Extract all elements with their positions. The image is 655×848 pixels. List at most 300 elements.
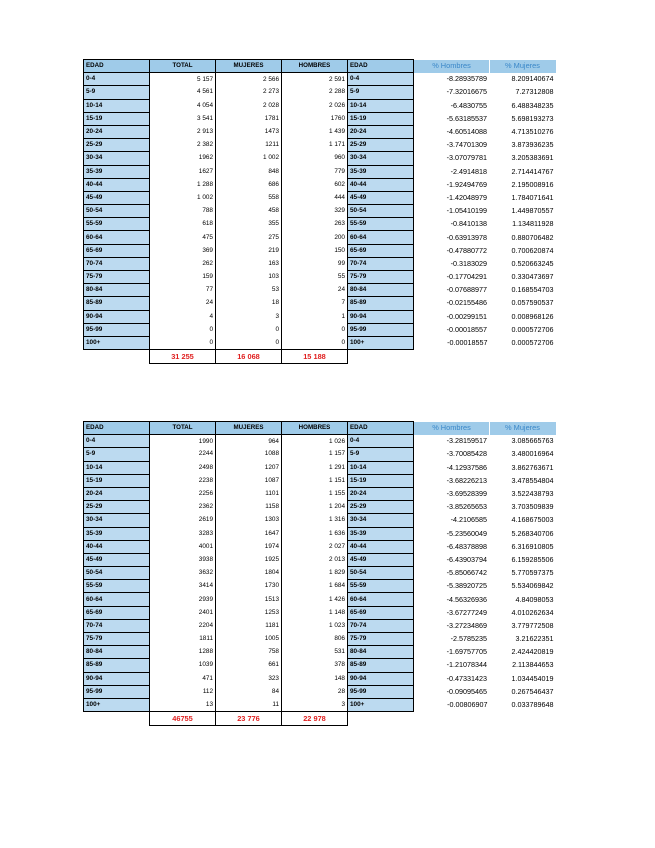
header-mujeres: MUJERES bbox=[216, 60, 282, 73]
table-row bbox=[84, 619, 556, 632]
age-cell: 30-34 bbox=[84, 514, 150, 527]
total-cell: 1627 bbox=[150, 165, 216, 178]
pct-hombres-cell: -1.69757705 bbox=[446, 647, 487, 657]
pct-mujeres-cell: 1.784071641 bbox=[511, 192, 554, 202]
age-cell: 45-49 bbox=[84, 553, 150, 566]
pct-hombres-cell: -0.00299151 bbox=[446, 311, 487, 321]
pct-hombres-cell: -4.56326936 bbox=[446, 594, 487, 604]
mujeres-cell: 2 273 bbox=[216, 86, 282, 99]
total-cell: 3938 bbox=[150, 553, 216, 566]
pct-hombres-cell: -3.74701309 bbox=[446, 140, 487, 150]
header-hombres: HOMBRES bbox=[282, 60, 348, 73]
age-cell-2: 15-19 bbox=[348, 112, 414, 125]
mujeres-cell: 458 bbox=[216, 205, 282, 218]
hombres-cell: 200 bbox=[282, 231, 348, 244]
pct-mujeres-cell: 0.008968126 bbox=[511, 311, 554, 321]
total-cell: 2244 bbox=[150, 448, 216, 461]
pct-hombres-cell: -0.47880772 bbox=[446, 245, 487, 255]
table-row bbox=[84, 698, 556, 711]
pct-mujeres-cell: 4.010262634 bbox=[511, 607, 554, 617]
totals-row bbox=[84, 712, 556, 726]
mujeres-cell: 964 bbox=[216, 435, 282, 448]
table-row bbox=[84, 580, 556, 593]
hombres-cell: 2 288 bbox=[282, 86, 348, 99]
table-row bbox=[84, 257, 556, 270]
hombres-cell: 2 026 bbox=[282, 99, 348, 112]
pct-hombres-cell: -1.21078344 bbox=[446, 660, 487, 670]
hombres-cell: 28 bbox=[282, 685, 348, 698]
pct-mujeres-cell: 7.27312808 bbox=[515, 87, 554, 97]
age-cell-2: 90-94 bbox=[348, 672, 414, 685]
age-cell-2: 0-4 bbox=[348, 435, 414, 448]
age-cell-2: 30-34 bbox=[348, 152, 414, 165]
table-row bbox=[84, 297, 556, 310]
mujeres-cell: 11 bbox=[216, 698, 282, 711]
age-cell: 50-54 bbox=[84, 205, 150, 218]
table-row bbox=[84, 448, 556, 461]
table-row bbox=[84, 606, 556, 619]
mujeres-cell: 53 bbox=[216, 284, 282, 297]
header-edad-2: EDAD bbox=[348, 60, 414, 73]
age-cell-2: 50-54 bbox=[348, 205, 414, 218]
table-row bbox=[84, 178, 556, 191]
age-cell: 15-19 bbox=[84, 474, 150, 487]
total-cell: 4 bbox=[150, 310, 216, 323]
population-table-2 bbox=[83, 421, 556, 726]
age-cell-2: 95-99 bbox=[348, 323, 414, 336]
pct-mujeres-cell: 2.113844653 bbox=[512, 660, 554, 670]
hombres-cell: 24 bbox=[282, 284, 348, 297]
age-cell: 25-29 bbox=[84, 139, 150, 152]
pct-mujeres-cell: 3.205383691 bbox=[511, 153, 554, 163]
hombres-cell: 2 013 bbox=[282, 553, 348, 566]
pct-mujeres-cell: 3.703509839 bbox=[511, 502, 554, 512]
hombres-cell: 806 bbox=[282, 633, 348, 646]
table-row bbox=[84, 461, 556, 474]
pct-mujeres-cell: 0.880706482 bbox=[511, 232, 554, 242]
table-row bbox=[84, 336, 556, 349]
hombres-cell: 1 204 bbox=[282, 501, 348, 514]
age-cell: 40-44 bbox=[84, 540, 150, 553]
total-sum: 31 255 bbox=[150, 350, 216, 364]
pct-mujeres-cell: 0.033789648 bbox=[511, 700, 554, 710]
age-cell-2: 20-24 bbox=[348, 487, 414, 500]
mujeres-cell: 0 bbox=[216, 323, 282, 336]
pct-mujeres-cell: 3.480016964 bbox=[511, 449, 554, 459]
total-cell: 1962 bbox=[150, 152, 216, 165]
pct-hombres-cell: -7.32016675 bbox=[446, 87, 487, 97]
pct-mujeres-cell: 6.159285506 bbox=[511, 554, 554, 564]
pct-mujeres-cell: 4.713510276 bbox=[511, 127, 554, 137]
age-cell-2: 0-4 bbox=[348, 73, 414, 86]
mujeres-cell: 1473 bbox=[216, 125, 282, 138]
age-cell-2: 45-49 bbox=[348, 553, 414, 566]
table-row bbox=[84, 271, 556, 284]
table-row bbox=[84, 191, 556, 204]
pct-hombres-cell: -4.60514088 bbox=[446, 127, 487, 137]
table-row bbox=[84, 553, 556, 566]
age-cell: 75-79 bbox=[84, 633, 150, 646]
age-cell: 50-54 bbox=[84, 567, 150, 580]
mujeres-cell: 1804 bbox=[216, 567, 282, 580]
pct-hombres-cell: -0.63913978 bbox=[446, 232, 487, 242]
mujeres-cell: 1211 bbox=[216, 139, 282, 152]
pct-mujeres-cell: 5.268340706 bbox=[511, 528, 554, 538]
mujeres-cell: 661 bbox=[216, 659, 282, 672]
hombres-cell: 7 bbox=[282, 297, 348, 310]
table-row bbox=[84, 112, 556, 125]
table-row bbox=[84, 99, 556, 112]
age-cell: 70-74 bbox=[84, 619, 150, 632]
age-cell-2: 55-59 bbox=[348, 580, 414, 593]
hombres-cell: 1 171 bbox=[282, 139, 348, 152]
total-cell: 2498 bbox=[150, 461, 216, 474]
age-cell: 55-59 bbox=[84, 218, 150, 231]
hombres-cell: 960 bbox=[282, 152, 348, 165]
pct-hombres-cell: -2.5785235 bbox=[450, 634, 487, 644]
mujeres-cell: 1781 bbox=[216, 112, 282, 125]
pct-hombres-cell: -3.68226213 bbox=[446, 475, 487, 485]
mujeres-cell: 1181 bbox=[216, 619, 282, 632]
age-cell: 65-69 bbox=[84, 606, 150, 619]
mujeres-cell: 3 bbox=[216, 310, 282, 323]
pct-hombres-cell: -0.8410138 bbox=[450, 219, 487, 229]
hombres-cell: 531 bbox=[282, 646, 348, 659]
total-cell: 1811 bbox=[150, 633, 216, 646]
pct-mujeres-cell: 0.267546437 bbox=[511, 686, 554, 696]
total-cell: 13 bbox=[150, 698, 216, 711]
age-cell: 65-69 bbox=[84, 244, 150, 257]
age-cell: 60-64 bbox=[84, 231, 150, 244]
total-cell: 2401 bbox=[150, 606, 216, 619]
age-cell: 30-34 bbox=[84, 152, 150, 165]
age-cell: 5-9 bbox=[84, 448, 150, 461]
hombres-cell: 0 bbox=[282, 323, 348, 336]
mujeres-cell: 2 566 bbox=[216, 73, 282, 86]
pct-hombres-cell: -6.48378898 bbox=[446, 541, 487, 551]
age-cell: 35-39 bbox=[84, 527, 150, 540]
mujeres-cell: 1207 bbox=[216, 461, 282, 474]
header-pct-hombres: % Hombres bbox=[414, 422, 490, 435]
age-cell-2: 45-49 bbox=[348, 191, 414, 204]
mujeres-cell: 163 bbox=[216, 257, 282, 270]
mujeres-cell: 1101 bbox=[216, 487, 282, 500]
age-cell: 15-19 bbox=[84, 112, 150, 125]
pct-mujeres-cell: 5.534069842 bbox=[511, 581, 554, 591]
pct-mujeres-cell: 3.21622351 bbox=[515, 634, 554, 644]
table-row bbox=[84, 86, 556, 99]
total-cell: 4 561 bbox=[150, 86, 216, 99]
total-cell: 2362 bbox=[150, 501, 216, 514]
age-cell-2: 20-24 bbox=[348, 125, 414, 138]
mujeres-cell: 84 bbox=[216, 685, 282, 698]
age-cell: 25-29 bbox=[84, 501, 150, 514]
table-row bbox=[84, 487, 556, 500]
hombres-cell: 1760 bbox=[282, 112, 348, 125]
pct-hombres-cell: -0.00018557 bbox=[446, 324, 487, 334]
age-cell: 0-4 bbox=[84, 435, 150, 448]
table-row bbox=[84, 527, 556, 540]
total-cell: 4001 bbox=[150, 540, 216, 553]
age-cell: 55-59 bbox=[84, 580, 150, 593]
total-cell: 4 054 bbox=[150, 99, 216, 112]
totals-spacer bbox=[84, 712, 150, 726]
mujeres-cell: 103 bbox=[216, 271, 282, 284]
hombres-cell: 1 636 bbox=[282, 527, 348, 540]
total-cell: 1039 bbox=[150, 659, 216, 672]
age-cell: 40-44 bbox=[84, 178, 150, 191]
table-row bbox=[84, 672, 556, 685]
age-cell-2: 15-19 bbox=[348, 474, 414, 487]
hombres-cell: 1 316 bbox=[282, 514, 348, 527]
mujeres-cell: 2 028 bbox=[216, 99, 282, 112]
pct-mujeres-cell: 1.034454019 bbox=[511, 673, 554, 683]
hombres-cell: 55 bbox=[282, 271, 348, 284]
header-hombres: HOMBRES bbox=[282, 422, 348, 435]
age-cell-2: 75-79 bbox=[348, 633, 414, 646]
table-row bbox=[84, 152, 556, 165]
mujeres-cell: 848 bbox=[216, 165, 282, 178]
pct-hombres-cell: -0.09095465 bbox=[446, 686, 487, 696]
pct-mujeres-cell: 0.057590537 bbox=[511, 298, 554, 308]
total-cell: 0 bbox=[150, 336, 216, 349]
hombres-cell: 444 bbox=[282, 191, 348, 204]
age-cell: 85-89 bbox=[84, 659, 150, 672]
age-cell: 70-74 bbox=[84, 257, 150, 270]
table-row bbox=[84, 73, 556, 86]
pct-hombres-cell: -1.05410199 bbox=[446, 206, 487, 216]
pct-mujeres-cell: 5.698193273 bbox=[511, 113, 554, 123]
age-cell-2: 60-64 bbox=[348, 593, 414, 606]
total-cell: 788 bbox=[150, 205, 216, 218]
age-cell-2: 65-69 bbox=[348, 244, 414, 257]
totals-spacer bbox=[84, 350, 150, 364]
population-table-1 bbox=[83, 59, 556, 364]
mujeres-cell: 1974 bbox=[216, 540, 282, 553]
mujeres-cell: 355 bbox=[216, 218, 282, 231]
table-row bbox=[84, 435, 556, 448]
hombres-cell: 1 157 bbox=[282, 448, 348, 461]
table-row bbox=[84, 244, 556, 257]
table-row bbox=[84, 125, 556, 138]
mujeres-cell: 0 bbox=[216, 336, 282, 349]
total-cell: 2 382 bbox=[150, 139, 216, 152]
age-cell: 0-4 bbox=[84, 73, 150, 86]
pct-mujeres-cell: 6.316910805 bbox=[511, 541, 554, 551]
mujeres-cell: 1925 bbox=[216, 553, 282, 566]
age-cell-2: 100+ bbox=[348, 698, 414, 711]
age-cell: 10-14 bbox=[84, 99, 150, 112]
hombres-cell: 2 591 bbox=[282, 73, 348, 86]
pct-mujeres-cell: 3.873936235 bbox=[511, 140, 554, 150]
pct-mujeres-cell: 8.209140674 bbox=[511, 74, 554, 84]
pct-hombres-cell: -0.02155486 bbox=[446, 298, 487, 308]
hombres-cell: 1 426 bbox=[282, 593, 348, 606]
mujeres-cell: 1730 bbox=[216, 580, 282, 593]
table-row bbox=[84, 501, 556, 514]
pct-hombres-cell: -5.38920725 bbox=[446, 581, 487, 591]
age-cell-2: 70-74 bbox=[348, 257, 414, 270]
age-cell: 45-49 bbox=[84, 191, 150, 204]
hombres-cell: 1 439 bbox=[282, 125, 348, 138]
mujeres-cell: 323 bbox=[216, 672, 282, 685]
age-cell-2: 30-34 bbox=[348, 514, 414, 527]
table-row bbox=[84, 593, 556, 606]
total-cell: 5 157 bbox=[150, 73, 216, 86]
mujeres-cell: 18 bbox=[216, 297, 282, 310]
hombres-cell: 0 bbox=[282, 336, 348, 349]
hombres-cell: 1 151 bbox=[282, 474, 348, 487]
age-cell-2: 40-44 bbox=[348, 540, 414, 553]
pct-mujeres-cell: 3.522438793 bbox=[511, 489, 554, 499]
table-row bbox=[84, 646, 556, 659]
hombres-cell: 1 291 bbox=[282, 461, 348, 474]
pct-mujeres-cell: 4.84098053 bbox=[515, 594, 554, 604]
table-row bbox=[84, 685, 556, 698]
age-cell-2: 60-64 bbox=[348, 231, 414, 244]
total-cell: 112 bbox=[150, 685, 216, 698]
pct-hombres-cell: -0.17704291 bbox=[446, 272, 487, 282]
total-cell: 3 541 bbox=[150, 112, 216, 125]
age-cell: 95-99 bbox=[84, 685, 150, 698]
header-total: TOTAL bbox=[150, 60, 216, 73]
age-cell-2: 5-9 bbox=[348, 448, 414, 461]
mujeres-cell: 1087 bbox=[216, 474, 282, 487]
table-row bbox=[84, 514, 556, 527]
header-pct-mujeres: % Mujeres bbox=[490, 60, 556, 73]
age-cell: 80-84 bbox=[84, 284, 150, 297]
total-sum: 46755 bbox=[150, 712, 216, 726]
age-cell-2: 100+ bbox=[348, 336, 414, 349]
total-cell: 3632 bbox=[150, 567, 216, 580]
pct-mujeres-cell: 3.085665763 bbox=[511, 436, 554, 446]
total-cell: 471 bbox=[150, 672, 216, 685]
total-cell: 2619 bbox=[150, 514, 216, 527]
pct-hombres-cell: -6.4830755 bbox=[450, 100, 487, 110]
mujeres-cell: 1647 bbox=[216, 527, 282, 540]
header-pct-hombres: % Hombres bbox=[414, 60, 490, 73]
age-cell: 100+ bbox=[84, 698, 150, 711]
age-cell-2: 80-84 bbox=[348, 646, 414, 659]
header-pct-mujeres: % Mujeres bbox=[490, 422, 556, 435]
mujeres-cell: 1158 bbox=[216, 501, 282, 514]
total-cell: 1 002 bbox=[150, 191, 216, 204]
mujeres-cell: 1513 bbox=[216, 593, 282, 606]
pct-mujeres-cell: 4.168675003 bbox=[511, 515, 554, 525]
mujeres-sum: 23 776 bbox=[216, 712, 282, 726]
pct-hombres-cell: -4.2106585 bbox=[450, 515, 487, 525]
age-cell-2: 10-14 bbox=[348, 99, 414, 112]
pct-mujeres-cell: 0.000572706 bbox=[511, 338, 554, 348]
mujeres-cell: 758 bbox=[216, 646, 282, 659]
hombres-cell: 1 155 bbox=[282, 487, 348, 500]
age-cell: 5-9 bbox=[84, 86, 150, 99]
age-cell-2: 75-79 bbox=[348, 271, 414, 284]
total-cell: 369 bbox=[150, 244, 216, 257]
age-cell: 20-24 bbox=[84, 125, 150, 138]
hombres-cell: 329 bbox=[282, 205, 348, 218]
mujeres-cell: 1253 bbox=[216, 606, 282, 619]
table-row bbox=[84, 165, 556, 178]
header-row bbox=[84, 60, 556, 73]
totals-row bbox=[84, 350, 556, 364]
age-cell-2: 70-74 bbox=[348, 619, 414, 632]
header-row bbox=[84, 422, 556, 435]
total-cell: 0 bbox=[150, 323, 216, 336]
age-cell: 90-94 bbox=[84, 672, 150, 685]
pct-hombres-cell: -0.47331423 bbox=[446, 673, 487, 683]
table-row bbox=[84, 323, 556, 336]
pct-hombres-cell: -3.27234869 bbox=[446, 620, 487, 630]
pct-hombres-cell: -5.23560049 bbox=[446, 528, 487, 538]
total-cell: 2 913 bbox=[150, 125, 216, 138]
table-row bbox=[84, 284, 556, 297]
total-cell: 1 288 bbox=[150, 178, 216, 191]
total-cell: 2939 bbox=[150, 593, 216, 606]
total-cell: 1288 bbox=[150, 646, 216, 659]
age-cell: 60-64 bbox=[84, 593, 150, 606]
age-cell-2: 35-39 bbox=[348, 527, 414, 540]
age-cell: 20-24 bbox=[84, 487, 150, 500]
header-total: TOTAL bbox=[150, 422, 216, 435]
hombres-cell: 2 027 bbox=[282, 540, 348, 553]
age-cell: 35-39 bbox=[84, 165, 150, 178]
total-cell: 475 bbox=[150, 231, 216, 244]
hombres-cell: 1 829 bbox=[282, 567, 348, 580]
mujeres-cell: 275 bbox=[216, 231, 282, 244]
hombres-cell: 1 023 bbox=[282, 619, 348, 632]
pct-mujeres-cell: 5.770597375 bbox=[511, 568, 554, 578]
table-row bbox=[84, 567, 556, 580]
pct-mujeres-cell: 0.700620874 bbox=[511, 245, 554, 255]
header-mujeres: MUJERES bbox=[216, 422, 282, 435]
age-cell-2: 35-39 bbox=[348, 165, 414, 178]
pct-mujeres-cell: 2.195008916 bbox=[511, 179, 554, 189]
age-cell-2: 90-94 bbox=[348, 310, 414, 323]
pct-hombres-cell: -3.85265653 bbox=[446, 502, 487, 512]
pct-hombres-cell: -3.07079781 bbox=[446, 153, 487, 163]
total-cell: 3414 bbox=[150, 580, 216, 593]
hombres-sum: 22 978 bbox=[282, 712, 348, 726]
total-cell: 3283 bbox=[150, 527, 216, 540]
table-row bbox=[84, 310, 556, 323]
table-row bbox=[84, 474, 556, 487]
age-cell: 10-14 bbox=[84, 461, 150, 474]
pct-mujeres-cell: 0.000572706 bbox=[511, 324, 554, 334]
age-cell-2: 5-9 bbox=[348, 86, 414, 99]
pct-mujeres-cell: 3.862763671 bbox=[511, 462, 554, 472]
pct-hombres-cell: -0.00018557 bbox=[447, 338, 488, 348]
age-cell-2: 40-44 bbox=[348, 178, 414, 191]
age-cell-2: 25-29 bbox=[348, 139, 414, 152]
table-row bbox=[84, 231, 556, 244]
table-row bbox=[84, 659, 556, 672]
hombres-cell: 148 bbox=[282, 672, 348, 685]
pct-hombres-cell: -0.07688977 bbox=[446, 285, 487, 295]
hombres-cell: 1 684 bbox=[282, 580, 348, 593]
hombres-cell: 99 bbox=[282, 257, 348, 270]
age-cell: 100+ bbox=[84, 336, 150, 349]
pct-hombres-cell: -3.69528399 bbox=[446, 489, 487, 499]
mujeres-cell: 1 002 bbox=[216, 152, 282, 165]
pct-hombres-cell: -3.67277249 bbox=[446, 607, 487, 617]
age-cell: 80-84 bbox=[84, 646, 150, 659]
mujeres-cell: 558 bbox=[216, 191, 282, 204]
hombres-cell: 1 bbox=[282, 310, 348, 323]
age-cell-2: 80-84 bbox=[348, 284, 414, 297]
pct-hombres-cell: -4.12937586 bbox=[446, 462, 487, 472]
pct-mujeres-cell: 1.134811928 bbox=[512, 219, 554, 229]
